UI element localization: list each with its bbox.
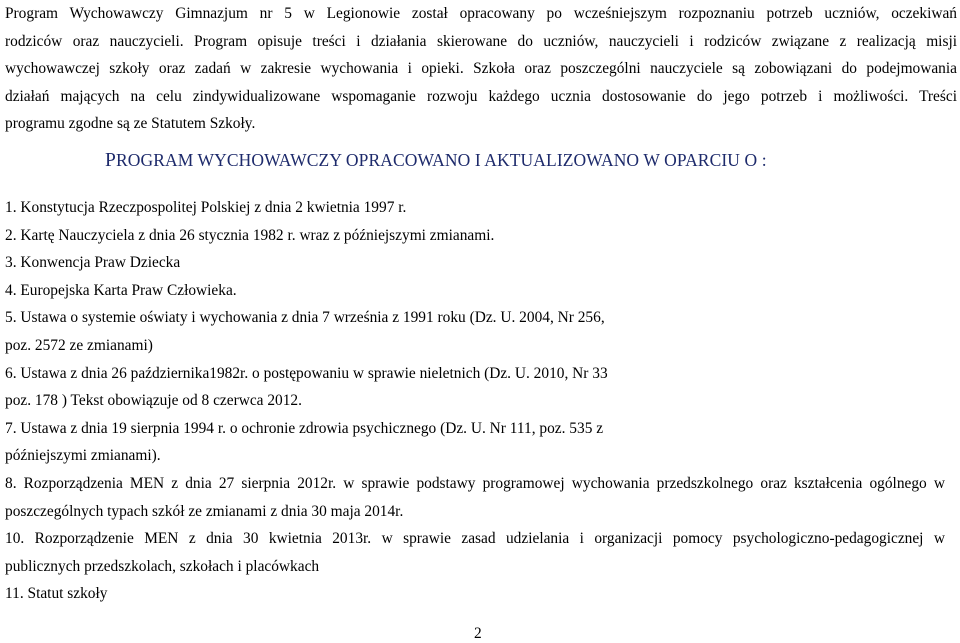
section-heading-text: ROGRAM WYCHOWAWCZY OPRACOWANO I AKTUALIZOWANO W OPARCIU O : (115, 150, 767, 170)
intro-line: rodziców oraz nauczycieli. Program opisuje treści i działania skierowane do uczniów, nauczycieli i rodziców związane z realizacją misji (5, 32, 957, 50)
list-item-line: 7. Ustawa z dnia 19 sierpnia 1994 r. o ochronie zdrowia psychicznego (Dz. U. Nr 111, poz. 535 z (5, 419, 604, 437)
list-item-line: publicznych przedszkolach, szkołach i placówkach (5, 557, 320, 575)
intro-line: Program Wychowawczy Gimnazjum nr 5 w Legionowie został opracowany po wcześniejszym rozpoznaniu potrzeb uczniów, oczekiwań (5, 5, 957, 22)
list-item (5, 470, 955, 525)
list-item (5, 277, 955, 305)
list-item (5, 249, 955, 277)
list-item (5, 580, 955, 608)
intro-paragraph (5, 0, 957, 138)
list-item (5, 304, 955, 359)
section-heading (105, 150, 767, 172)
list-item-line: 10. Rozporządzenie MEN z dnia 30 kwietnia 2013r. w sprawie zasad udzielania i organizacji pomocy psychologiczno-pedagogicznej w (5, 530, 945, 548)
list-item-line: 8. Rozporządzenia MEN z dnia 27 sierpnia 2012r. w sprawie podstawy programowej wychowania przedszkolnego oraz kształcenia ogólnego w (5, 474, 945, 492)
list-item-line: 4. Europejska Karta Praw Człowieka. (5, 281, 237, 299)
intro-line: wychowawczej szkoły oraz zadań w zakresie wychowania i opieki. Szkoła oraz poszczególni nauczyciele są zobowiązani do podejmowania (5, 60, 957, 77)
list-item-line: 1. Konstytucja Rzeczpospolitej Polskiej z dnia 2 kwietnia 1997 r. (5, 199, 407, 216)
list-item-line: 2. Kartę Nauczyciela z dnia 26 stycznia 1982 r. wraz z późniejszymi zmianami. (5, 226, 495, 244)
list-item-line: 11. Statut szkoły (5, 585, 108, 603)
list-item (5, 222, 955, 250)
page-number: 2 (474, 625, 482, 642)
list-item-line: poszczególnych typach szkół ze zmianami z dnia 30 maja 2014r. (5, 502, 404, 520)
list-item-line: poz. 2572 ze zmianami) (5, 336, 153, 354)
intro-line: programu zgodne są ze Statutem Szkoły. (5, 115, 256, 132)
intro-line: działań mających na celu zindywidualizowane wspomaganie rozwoju każdego ucznia dostosowanie do jego potrzeb i możliwości. Treści (5, 87, 957, 105)
legal-basis-list (5, 194, 955, 608)
list-item-line: 6. Ustawa z dnia 26 października1982r. o postępowaniu w sprawie nieletnich (Dz. U. 2010, Nr 33 (5, 364, 608, 382)
list-item-line: 5. Ustawa o systemie oświaty i wychowania z dnia 7 września z 1991 roku (Dz. U. 2004, Nr 256, (5, 309, 605, 327)
section-heading-initial: P (105, 150, 116, 171)
list-item (5, 525, 955, 580)
list-item-line: późniejszymi zmianami). (5, 447, 161, 465)
list-item (5, 194, 955, 222)
list-item (5, 415, 955, 470)
list-item (5, 360, 955, 415)
list-item-line: poz. 178 ) Tekst obowiązuje od 8 czerwca 2012. (5, 392, 302, 410)
list-item-line: 3. Konwencja Praw Dziecka (5, 254, 181, 272)
